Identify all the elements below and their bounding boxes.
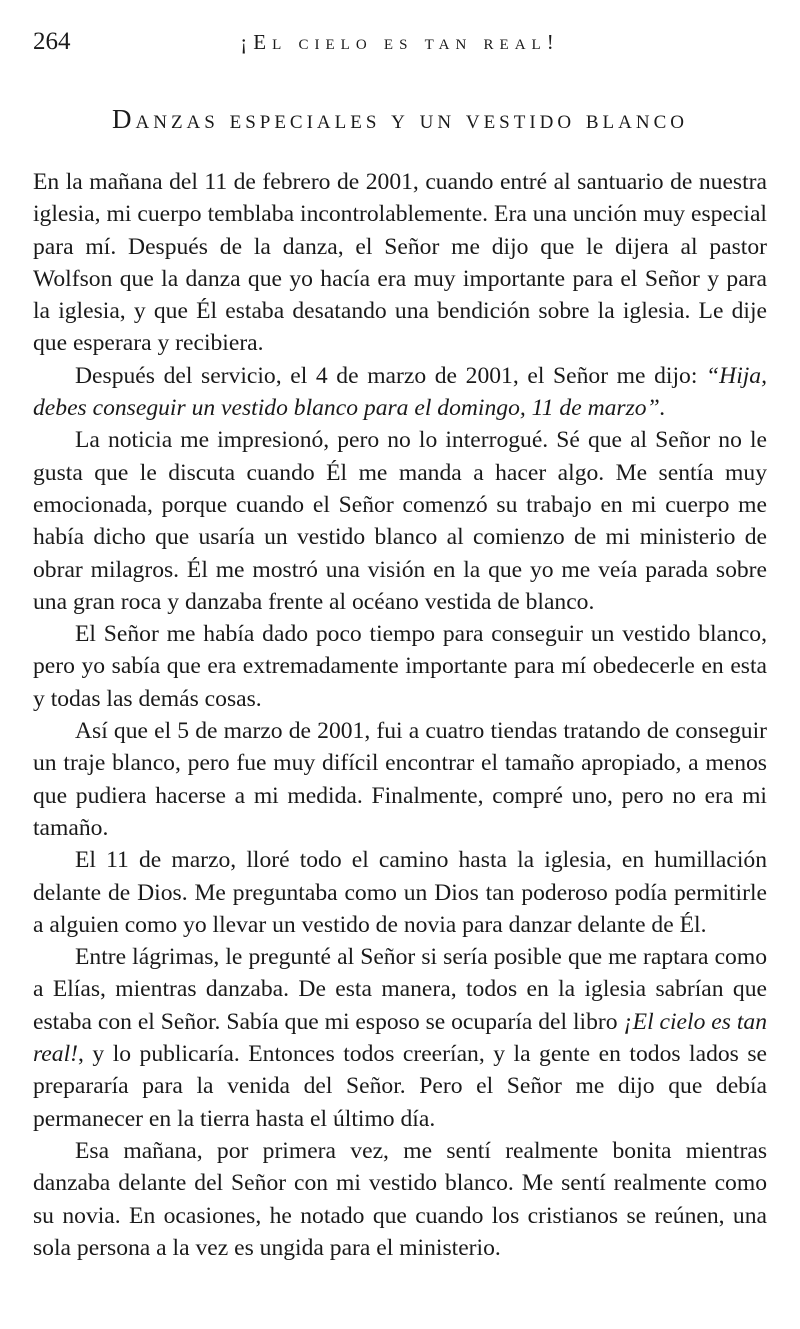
paragraph: Así que el 5 de marzo de 2001, fui a cuatro tiendas tratando de conseguir un traje blanco, pero fue muy difícil encontrar el tamaño apropiado, a menos que pudiera hacerse a mi medida. Finalmente, compré uno, pero no era mi tamaño. (33, 718, 767, 841)
paragraph: Esa mañana, por primera vez, me sentí realmente bonita mientras danzaba delante del Señor con mi vestido blanco. Me sentí realmente como su novia. En ocasiones, he notado que cuando los cristianos se reúnen, una sola persona a la vez es ungida para el ministerio. (33, 1137, 767, 1261)
paragraph: En la mañana del 11 de febrero de 2001, cuando entré al santuario de nuestra iglesia, mi cuerpo temblaba incontrolablemente. Era una unción muy especial para mí. Después de la danza, el Señor me dijo que le dijera al pastor Wolfson que la danza que yo hacía era muy importante para el Señor y para la iglesia, y que Él estaba desatando una bendición sobre la iglesia. Le dije que esperara y recibiera. (33, 169, 767, 357)
body-text (33, 166, 767, 1264)
paragraph-text: Después del servicio, el 4 de marzo de 2001, el Señor me dijo: (75, 362, 707, 389)
paragraph (33, 941, 767, 1135)
paragraph: La noticia me impresionó, pero no lo interrogué. Sé que al Señor no le gusta que le discuta cuando Él me manda a hacer algo. Me sentía muy emocionada, porque cuando el Señor comenzó su trabajo en mi cuerpo me había dicho que usaría un vestido blanco al comienzo de mi ministerio de obrar milagros. Él me mostró una visión en la que yo me veía parada sobre una gran roca y danzaba frente al océano vestida de blanco. (33, 427, 767, 615)
quoted-speech: “Hija, debes conseguir un vestido blanco para el domingo, 11 de marzo”. (33, 362, 767, 422)
paragraph: El 11 de marzo, lloré todo el camino hasta la iglesia, en humillación delante de Dios. Me preguntaba como un Dios tan poderoso podía permitirle a alguien como yo llevar un vestido de novia para danzar delante de Él. (33, 847, 767, 938)
paragraph (33, 360, 767, 425)
paragraph: El Señor me había dado poco tiempo para conseguir un vestido blanco, pero yo sabía que era extremadamente importante para mí obedecerle en esta y todas las demás cosas. (33, 621, 767, 712)
page-header (33, 28, 767, 64)
paragraph-text: Entre lágrimas, le pregunté al Señor si sería posible que me raptara como a Elías, mientras danzaba. De esta manera, todos en la iglesia sabrían que estaba con el Señor. Sabía que mi esposo se ocuparía del libro (33, 944, 767, 1035)
section-title: Danzas especiales y un vestido blanco (112, 104, 688, 134)
book-title: ¡El cielo es tan real! (33, 1008, 767, 1068)
paragraph-text: , y lo publicaría. Entonces todos creerían, y la gente en todos lados se prepararía para la venida del Señor. Pero el Señor me dijo que debía permanecer en la tierra hasta el último día. (33, 1041, 767, 1132)
page-number: 264 (33, 28, 71, 55)
running-title: ¡El cielo es tan real! (240, 30, 560, 54)
